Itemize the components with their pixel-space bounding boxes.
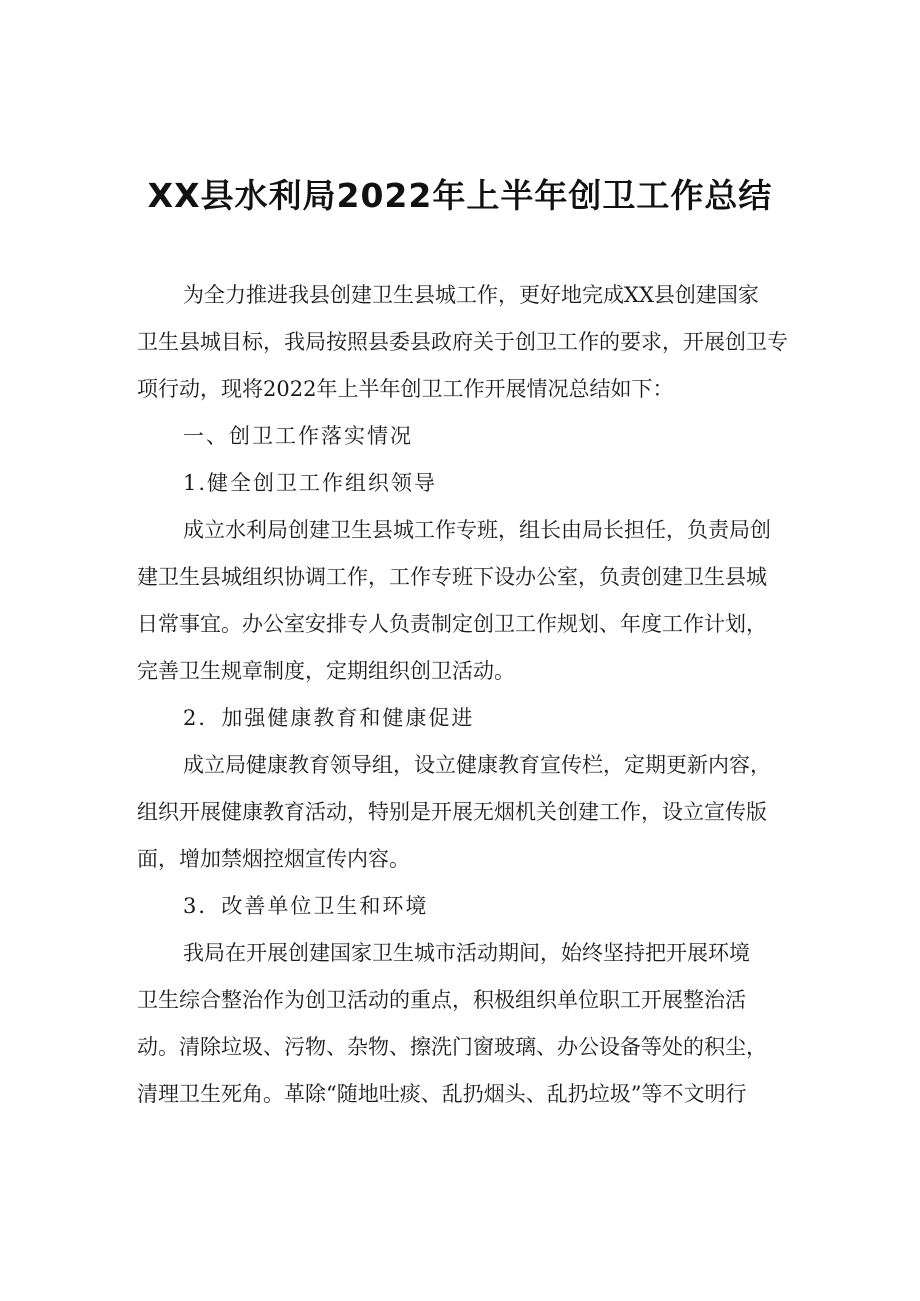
item1-line: 成立水利局创建卫生县城工作专班，组长由局长担任，负责局创: [183, 518, 771, 542]
item1-heading: 1.健全创卫工作组织领导: [183, 471, 438, 495]
item1-line: 完善卫生规章制度，定期组织创卫活动。: [137, 659, 515, 683]
document-body: [137, 272, 787, 1118]
item1-line: 日常事宜。办公室安排专人负责制定创卫工作规划、年度工作计划，: [137, 612, 767, 636]
item2-line: 组织开展健康教育活动，特别是开展无烟机关创建工作，设立宣传版: [137, 800, 767, 824]
document-title: XX县水利局2022年上半年创卫工作总结: [147, 176, 773, 215]
item2-heading: 2．加强健康教育和健康促进: [183, 706, 475, 730]
item3-line: 卫生综合整治作为创卫活动的重点，积极组织单位职工开展整治活: [137, 988, 746, 1012]
intro-line: 项行动，现将2022年上半年创卫工作开展情况总结如下：: [137, 377, 674, 401]
item3-paragraph: [137, 930, 787, 1118]
item3-line: 动。清除垃圾、污物、杂物、擦洗门窗玻璃、办公设备等处的积尘，: [137, 1035, 767, 1059]
item2-paragraph: [137, 742, 787, 883]
item3-line: 清理卫生死角。革除“随地吐痰、乱扔烟头、乱扔垃圾”等不文明行: [137, 1082, 747, 1106]
item2-line: 面，增加禁烟控烟宣传内容。: [137, 847, 410, 871]
intro-paragraph: [137, 272, 787, 413]
item1-paragraph: [137, 507, 787, 695]
item2-line: 成立局健康教育领导组，设立健康教育宣传栏，定期更新内容，: [183, 753, 771, 777]
item3-heading: 3．改善单位卫生和环境: [183, 894, 429, 918]
section-heading: 一、创卫工作落实情况: [183, 424, 413, 448]
intro-line: 为全力推进我县创建卫生县城工作，更好地完成XX县创建国家: [183, 283, 759, 307]
intro-line: 卫生县城目标，我局按照县委县政府关于创卫工作的要求，开展创卫专: [137, 330, 788, 354]
item1-line: 建卫生县城组织协调工作，工作专班下设办公室，负责创建卫生县城: [137, 565, 767, 589]
item3-line: 我局在开展创建国家卫生城市活动期间，始终坚持把开展环境: [183, 941, 750, 965]
